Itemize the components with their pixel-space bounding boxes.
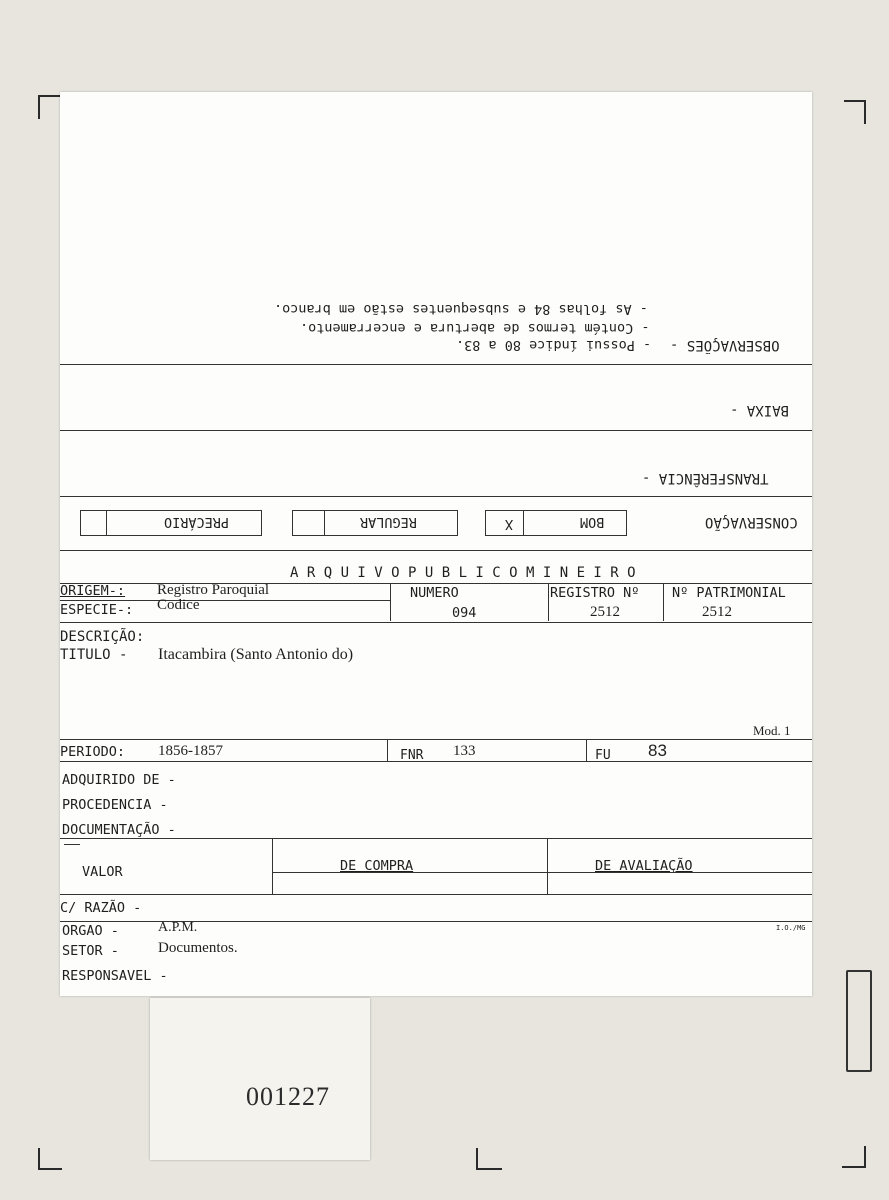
periodo-label: PERIODO:: [60, 744, 126, 760]
numero-value: 094: [452, 605, 477, 621]
conservacao-regular-label: REGULAR: [360, 514, 417, 530]
transferencia-label: TRANSFERÊNCIA -: [642, 470, 769, 486]
orgao-code: I.O./MG: [776, 924, 806, 932]
conservacao-label: CONSERVAÇÃO: [705, 514, 798, 530]
crop-mark-bottom-left: [38, 1148, 62, 1170]
fnr-col-divider: [387, 739, 388, 761]
mod-label: Mod. 1: [753, 723, 791, 738]
fnr-label: FNR: [400, 748, 424, 763]
valor-inner-rule: [272, 872, 812, 873]
stamp-slip: [150, 998, 370, 1160]
orgao-value: A.P.M.: [158, 920, 198, 935]
setor-label: SETOR -: [62, 943, 119, 959]
compra-col-divider: [547, 838, 548, 894]
fnr-value: 133: [453, 743, 476, 759]
table-bottom-rule: [60, 622, 812, 623]
especie-label: ESPECIE-:: [60, 602, 134, 618]
conservacao-bom-mark: X: [505, 516, 514, 532]
valor-bottom-rule: [60, 894, 812, 895]
divider-baixa: [60, 430, 812, 431]
orgao-label: ORGAO -: [62, 923, 119, 939]
especie-value: Codice: [157, 597, 200, 613]
periodo-bottom-rule: [60, 761, 812, 762]
valor-label: VALOR: [82, 864, 123, 880]
titulo-label: TITULO -: [60, 647, 128, 663]
side-tab: [846, 970, 872, 1072]
razao-label: C/ RAZÃO -: [60, 900, 142, 916]
divider-conservacao: [60, 550, 812, 551]
fu-col-divider: [586, 739, 587, 761]
adquirido-label: ADQUIRIDO DE -: [62, 772, 176, 788]
periodo-value: 1856-1857: [158, 743, 223, 759]
stamp-number: 001227: [246, 1082, 330, 1111]
numero-col-divider: [390, 583, 391, 621]
patrimonial-value: 2512: [702, 604, 732, 620]
numero-label: NUMERO: [410, 585, 459, 601]
patrimonial-label: Nº PATRIMONIAL: [672, 585, 786, 601]
origem-underline: [60, 600, 390, 601]
patrimonial-col-divider: [663, 583, 664, 621]
descricao-label: DESCRIÇÃO:: [60, 629, 145, 645]
documentacao-mark: [64, 844, 80, 845]
fu-label: FU: [595, 748, 611, 763]
valor-top-rule: [60, 838, 812, 839]
valor-col-divider: [272, 838, 273, 894]
periodo-top-rule: [60, 739, 812, 740]
origem-value: Registro Paroquial: [157, 582, 270, 598]
crop-mark-bottom-right: [842, 1146, 866, 1168]
origem-label: ORIGEM-:: [60, 583, 126, 599]
regular-box-divider: [324, 510, 325, 536]
fu-value: 83: [648, 741, 667, 760]
crop-mark-top-left: [38, 95, 60, 119]
setor-value: Documentos.: [158, 940, 238, 956]
titulo-value: Itacambira (Santo Antonio do): [158, 646, 354, 663]
catalog-card: [60, 92, 812, 996]
bom-box-divider: [523, 510, 524, 536]
observacoes-label: OBSERVAÇÕES -: [670, 337, 780, 353]
compra-label: DE COMPRA: [340, 858, 414, 874]
documentacao-label: DOCUMENTAÇÃO -: [62, 822, 176, 838]
conservacao-precario-label: PRECÁRIO: [164, 514, 230, 530]
registro-label: REGISTRO Nº: [550, 585, 640, 601]
registro-col-divider: [548, 583, 549, 621]
observacao-line-3: - As folhas 84 e subsequentes estão em branco.: [274, 301, 648, 317]
archive-title: A R Q U I V O P U B L I C O M I N E I R O: [290, 565, 636, 581]
divider-observacoes: [60, 364, 812, 365]
observacao-line-1: - Possui índice 80 a 83.: [456, 337, 652, 353]
observacao-line-2: - Contém termos de abertura e encerramento.: [300, 320, 650, 336]
baixa-label: BAIXA -: [730, 402, 790, 418]
conservacao-bom-label: BOM: [580, 514, 605, 530]
crop-mark-top-right: [844, 100, 866, 124]
precario-box-divider: [106, 510, 107, 536]
responsavel-label: RESPONSAVEL -: [62, 968, 168, 984]
procedencia-label: PROCEDENCIA -: [62, 797, 168, 813]
registro-value: 2512: [590, 604, 620, 620]
avaliacao-label: DE AVALIAÇÃO: [595, 858, 693, 874]
crop-mark-bottom-center: [476, 1148, 502, 1170]
divider-transferencia: [60, 496, 812, 497]
